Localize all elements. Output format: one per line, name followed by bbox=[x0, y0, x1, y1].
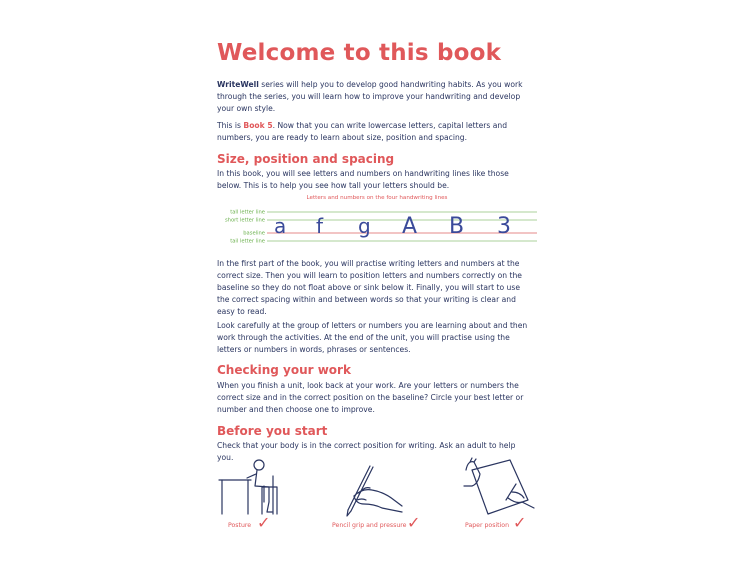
tick-pencil-grip-icon: ✓ bbox=[407, 513, 421, 532]
size-heading: Size, position and spacing bbox=[217, 152, 395, 166]
glyph-g: g bbox=[358, 214, 371, 238]
checking-heading: Checking your work bbox=[217, 363, 351, 377]
label-short-letter-line: short letter line bbox=[224, 217, 265, 224]
caption-paper-position: Paper position bbox=[465, 522, 509, 529]
paper-position-illustration bbox=[460, 456, 540, 518]
caption-pencil-grip: Pencil grip and pressure bbox=[332, 522, 407, 529]
glyph-3: 3 bbox=[497, 214, 511, 239]
glyph-A: A bbox=[402, 214, 418, 239]
glyph-a: a bbox=[274, 214, 287, 238]
posture-illustration bbox=[217, 456, 297, 518]
handwriting-lines-diagram bbox=[217, 203, 537, 247]
intro-paragraph-2 bbox=[217, 120, 531, 144]
intro-paragraph-1-text: series will help you to develop good handwriting habits. As you work through the series, you will learn how to improve your handwriting and develop your own style. bbox=[217, 80, 523, 113]
size-paragraph-1: In this book, you will see letters and numbers on handwriting lines like those below. This is to help you see how tall your letters should be. bbox=[217, 169, 509, 190]
intro-paragraph-1 bbox=[217, 79, 531, 115]
size-paragraph-2: In the first part of the book, you will practise writing letters and numbers at the correct size. Then you will learn to position letters and numbers correctly on the baseline so they do not float above or sink below it. Finally, you will start to use the correct spacing within and between words so that your writing is clear and easy to read. bbox=[217, 259, 522, 316]
before-start-paragraph: Check that your body is in the correct position for writing. Ask an adult to help you. bbox=[217, 441, 516, 462]
brand-name: WriteWell bbox=[217, 80, 259, 89]
checking-paragraph: When you finish a unit, look back at your work. Are your letters or numbers the correct size and in the correct position on the baseline? Circle your best letter or number and then choose one to improve. bbox=[217, 381, 524, 414]
label-tail-letter-line: tail letter line bbox=[230, 238, 265, 245]
glyph-B: B bbox=[449, 214, 465, 239]
size-paragraph-3: Look carefully at the group of letters or numbers you are learning about and then work through the activities. At the end of the unit, you will practise using the letters or numbers in words, phrases or sentences. bbox=[217, 321, 528, 354]
intro-paragraph-2-pre: This is bbox=[217, 121, 244, 130]
label-tall-letter-line: tall letter line bbox=[230, 209, 265, 216]
handwriting-lines-title: Letters and numbers on the four handwriting lines bbox=[306, 195, 448, 201]
glyph-f: f bbox=[316, 214, 324, 238]
tick-paper-position-icon: ✓ bbox=[513, 513, 527, 532]
tick-posture-icon: ✓ bbox=[257, 513, 271, 532]
pencil-grip-illustration bbox=[332, 456, 412, 518]
book-number: Book 5 bbox=[243, 121, 273, 130]
before-start-heading: Before you start bbox=[217, 424, 328, 438]
intro-paragraph-2-rest: . Now that you can write lowercase letters, capital letters and numbers, you are ready to learn about size, position and spacing. bbox=[217, 121, 508, 142]
caption-posture: Posture bbox=[228, 522, 252, 529]
label-baseline: baseline bbox=[243, 230, 265, 237]
page-title: Welcome to this book bbox=[217, 40, 502, 66]
